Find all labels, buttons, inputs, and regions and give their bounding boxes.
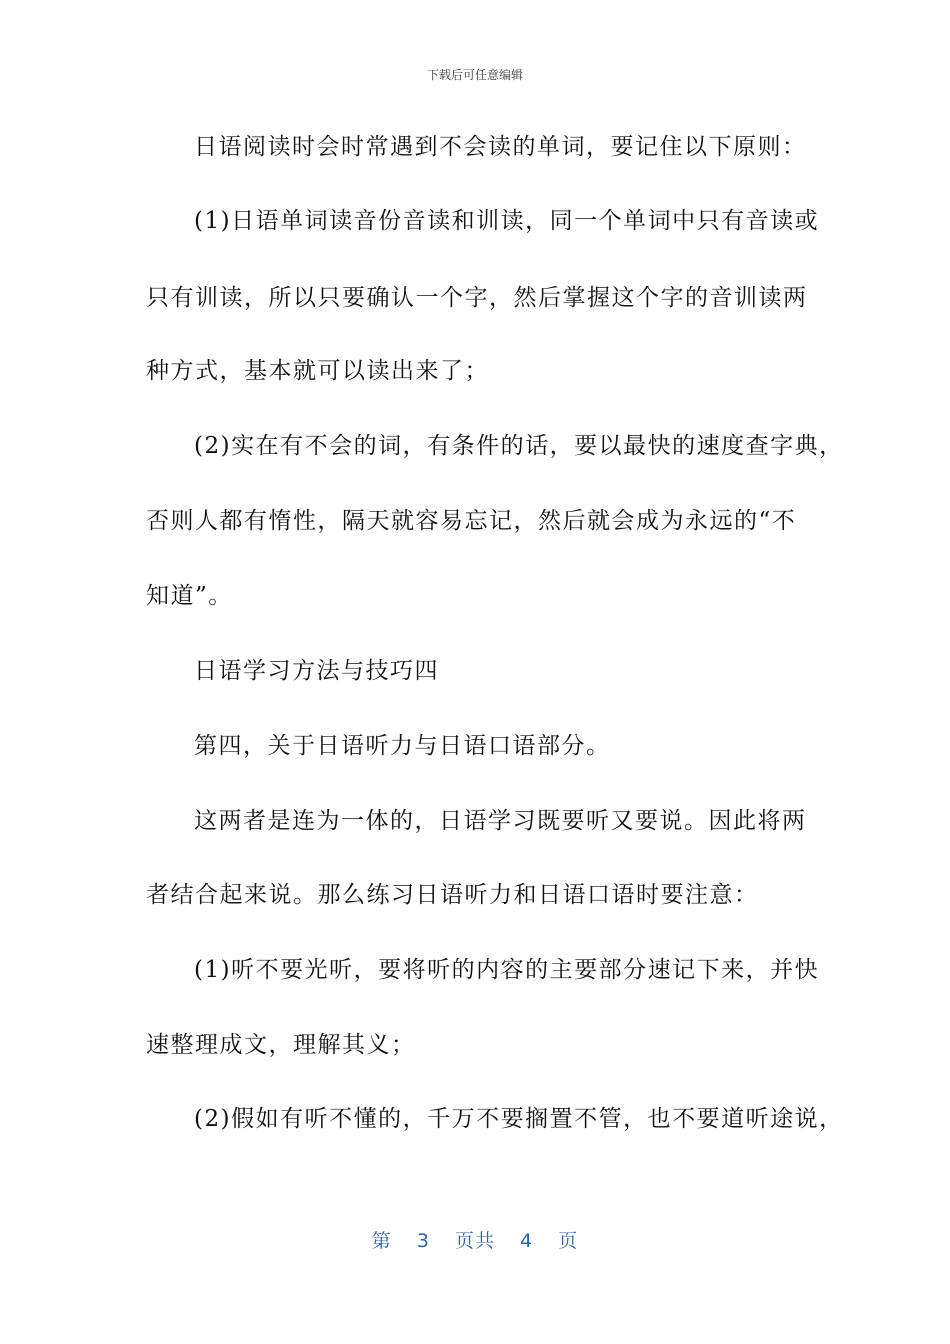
- total-pages-number: 4: [520, 1230, 534, 1252]
- section-heading: 日语学习方法与技巧四: [194, 658, 439, 684]
- paragraph-line: (2)假如有听不懂的，千万不要搁置不管，也不要道听途说，: [194, 1106, 844, 1132]
- paragraph-line: (2)实在有不会的词，有条件的话，要以最快的速度查字典，: [194, 433, 844, 459]
- paragraph-line: (1)听不要光听，要将听的内容的主要部分速记下来，并快: [194, 957, 820, 983]
- paragraph-line: 这两者是连为一体的，日语学习既要听又要说。因此将两: [194, 808, 807, 834]
- paragraph-line: 否则人都有惰性，隔天就容易忘记，然后就会成为永远的“不: [146, 508, 797, 534]
- header-note: 下载后可任意编辑: [426, 68, 523, 82]
- paragraph-line: 者结合起来说。那么练习日语听力和日语口语时要注意：: [146, 882, 759, 908]
- paragraph-line: 只有训读，所以只要确认一个字，然后掌握这个字的音训读两: [146, 285, 808, 311]
- page-footer: [0, 1226, 950, 1253]
- paragraph-line: 日语阅读时会时常遇到不会读的单词，要记住以下原则：: [194, 134, 807, 160]
- paragraph-line: 种方式，基本就可以读出来了；: [146, 358, 489, 384]
- paragraph-line: 第四，关于日语听力与日语口语部分。: [194, 733, 611, 759]
- paragraph-line: 速整理成文，理解其义；: [146, 1032, 416, 1058]
- page-label-suffix: 页: [558, 1230, 579, 1252]
- page-label-middle: 页共: [454, 1230, 495, 1252]
- paragraph-line: (1)日语单词读音份音读和训读，同一个单词中只有音读或: [194, 208, 820, 234]
- page-label-prefix: 第: [371, 1230, 392, 1252]
- paragraph-line: 知道”。: [146, 583, 233, 609]
- current-page-number: 3: [416, 1230, 430, 1252]
